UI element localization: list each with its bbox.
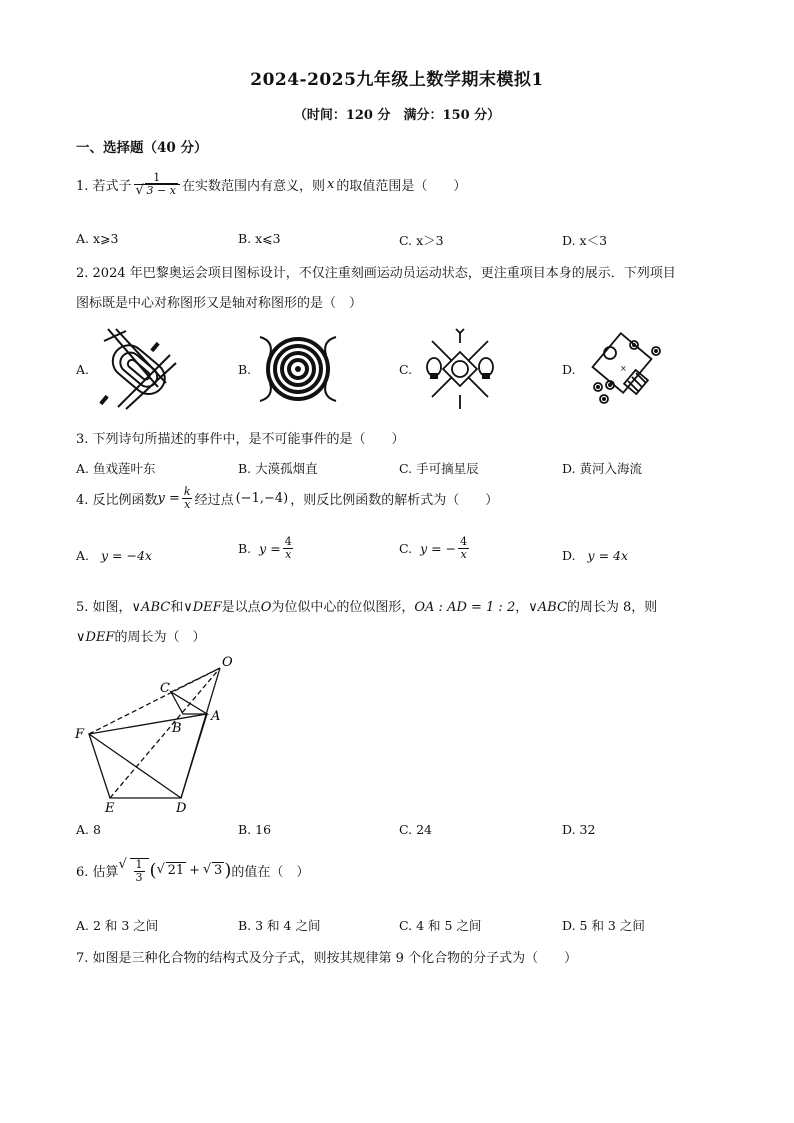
q6-plus: + — [189, 863, 201, 879]
q5-and: 和 — [170, 600, 184, 615]
q5-tri-def: ∨DEF — [183, 600, 222, 615]
q5-tri-abc: ∨ABC — [131, 600, 171, 615]
label-o: O — [222, 655, 233, 670]
label-d: D — [176, 801, 187, 816]
q5-text-b: 是以点 — [221, 600, 261, 615]
q1-option-a[interactable]: A. x⩾3 — [76, 231, 119, 246]
q4-frac-num: k — [183, 485, 191, 498]
q4-option-c-lhs: y = − — [420, 540, 457, 556]
q6-option-d[interactable]: D. 5 和 3 之间 — [562, 918, 645, 933]
q2-option-d-label[interactable]: D. — [562, 362, 576, 377]
q6-sqrt-3 — [203, 863, 224, 878]
q4-option-b-lhs: y = — [259, 540, 281, 556]
q2-option-c-label[interactable]: C. — [399, 362, 413, 377]
q3-option-b[interactable]: B. 大漠孤烟直 — [238, 461, 318, 476]
question-5-line1 — [76, 596, 657, 615]
q6-outer-radicand — [130, 858, 149, 883]
q4-option-b-frac — [283, 536, 294, 560]
q1-tail: 的取值范围是（ ） — [336, 178, 467, 194]
q1-prefix: 1. 若式子 — [76, 178, 132, 194]
q4-option-d[interactable] — [562, 548, 628, 563]
q5-tri-abc-2: ∨ABC — [528, 600, 567, 615]
q1-radicand: 3 − x — [146, 183, 176, 197]
q2-option-a-label[interactable]: A. — [76, 362, 90, 377]
q4-option-c[interactable] — [399, 536, 471, 560]
q6-option-b[interactable]: B. 3 和 4 之间 — [238, 918, 321, 933]
fencing-icon[interactable] — [418, 327, 502, 411]
question-4 — [76, 486, 498, 510]
q1-sqrt — [136, 185, 178, 197]
q4-option-b[interactable] — [238, 536, 296, 560]
q3-option-d[interactable]: D. 黄河入海流 — [562, 461, 643, 476]
q2-option-b-label[interactable]: B. — [238, 362, 252, 377]
q6-prefix: 6. 估算 — [76, 865, 119, 881]
q5-text-a: 5. 如图， — [76, 600, 132, 615]
q1-fraction — [134, 172, 180, 196]
q4-option-d-label: D. — [562, 548, 576, 563]
q6-fraction — [134, 859, 145, 883]
q5-option-d[interactable]: D. 32 — [562, 822, 596, 837]
q4-option-a[interactable] — [76, 548, 152, 563]
q4-option-c-num: 4 — [460, 535, 468, 548]
q5-tri-def-2: ∨DEF — [76, 630, 115, 645]
q4-option-b-den: x — [285, 547, 292, 561]
q6-open-paren: ( — [149, 860, 157, 882]
question-7: 7. 如图是三种化合物的结构式及分子式，则按其规律第 9 个化合物的分子式为（ ） — [76, 951, 578, 966]
q4-option-c-label: C. — [399, 540, 413, 556]
question-5-line2 — [76, 626, 205, 645]
q6-tail: 的值在（ ） — [231, 865, 310, 881]
label-c: C — [160, 681, 170, 696]
question-6 — [76, 858, 309, 883]
q1-var: x — [326, 176, 335, 192]
q6-radicand-21: 21 — [167, 863, 185, 879]
q4-prefix: 4. 反比例函数 — [76, 492, 158, 508]
q6-close-paren: ) — [224, 860, 232, 882]
q6-option-a[interactable]: A. 2 和 3 之间 — [76, 918, 159, 933]
q5-option-a[interactable]: A. 8 — [76, 822, 101, 837]
q4-option-b-label: B. — [238, 540, 252, 556]
q1-option-c[interactable]: C. x＞3 — [399, 233, 444, 248]
q1-frac-num: 1 — [153, 171, 161, 184]
q6-radicand-3: 3 — [214, 863, 223, 879]
q1-option-d[interactable]: D. x＜3 — [562, 233, 608, 248]
label-a: A — [211, 709, 221, 724]
q5-option-b[interactable]: B. 16 — [238, 822, 272, 837]
q4-lhs: y = — [157, 490, 180, 506]
q4-option-c-frac — [458, 536, 469, 560]
q5-text-c: 为位似中心的位似图形， — [271, 600, 415, 615]
question-2-line1: 2. 2024 年巴黎奥运会项目图标设计，不仅注重刻画运动员运动状态，更注重项目本身的展示．下列项目 — [76, 266, 676, 281]
q4-option-b-num: 4 — [284, 535, 292, 548]
section-heading-choice: 一、选择题（40 分） — [76, 140, 208, 156]
q4-tail: ，则反比例函数的解析式为（ ） — [290, 492, 499, 508]
exam-time-info: （时间：120 分 满分：150 分） — [293, 108, 501, 123]
q5-text-f: 的周长为（ ） — [114, 630, 206, 645]
q5-ratio: OA : AD = 1 : 2 — [414, 600, 516, 615]
q6-outer-sqrt — [119, 858, 149, 883]
question-2-line2: 图标既是中心对称图形又是轴对称图形的是（ ） — [76, 296, 363, 311]
q6-option-c[interactable]: C. 4 和 5 之间 — [399, 918, 482, 933]
q3-option-a[interactable]: A. 鱼戏莲叶东 — [76, 461, 156, 476]
q4-option-c-den: x — [460, 547, 467, 561]
q5-point-o: O — [260, 600, 272, 615]
svg-text:×: × — [620, 364, 627, 373]
q4-mid: 经过点 — [194, 492, 234, 508]
archery-target-icon[interactable] — [256, 327, 340, 411]
question-3: 3. 下列诗句所描述的事件中，是不可能事件的是（ ） — [76, 432, 405, 447]
label-b: B — [172, 721, 182, 736]
q4-frac-den: x — [184, 497, 191, 511]
q4-fraction — [182, 486, 193, 510]
football-icon[interactable] — [580, 327, 666, 411]
q6-frac-den: 3 — [135, 870, 143, 884]
q3-option-c[interactable]: C. 手可摘星辰 — [399, 461, 479, 476]
page-title: 2024-2025九年级上数学期末模拟1 — [250, 70, 544, 90]
running-track-icon[interactable] — [96, 327, 180, 411]
q6-frac-num: √ 1 — [135, 858, 143, 871]
q4-option-a-label: A. — [76, 548, 90, 563]
q1-option-b[interactable]: B. x⩽3 — [238, 231, 281, 246]
label-e: E — [105, 801, 115, 816]
q6-sqrt-21 — [157, 863, 187, 878]
q1-suffix: 在实数范围内有意义，则 — [181, 178, 325, 194]
label-f: F — [75, 727, 85, 742]
q5-text-d: ， — [515, 600, 529, 615]
homothety-figure — [70, 650, 240, 820]
q1-frac-den — [134, 184, 180, 197]
q4-option-d-expr: y = 4x — [587, 548, 629, 563]
q5-option-c[interactable]: C. 24 — [399, 822, 432, 837]
question-1 — [76, 172, 466, 196]
q4-option-a-expr: y = −4x — [101, 548, 152, 563]
q4-point: (−1,−4) — [235, 490, 289, 506]
q5-text-e: 的周长为 8，则 — [566, 600, 658, 615]
